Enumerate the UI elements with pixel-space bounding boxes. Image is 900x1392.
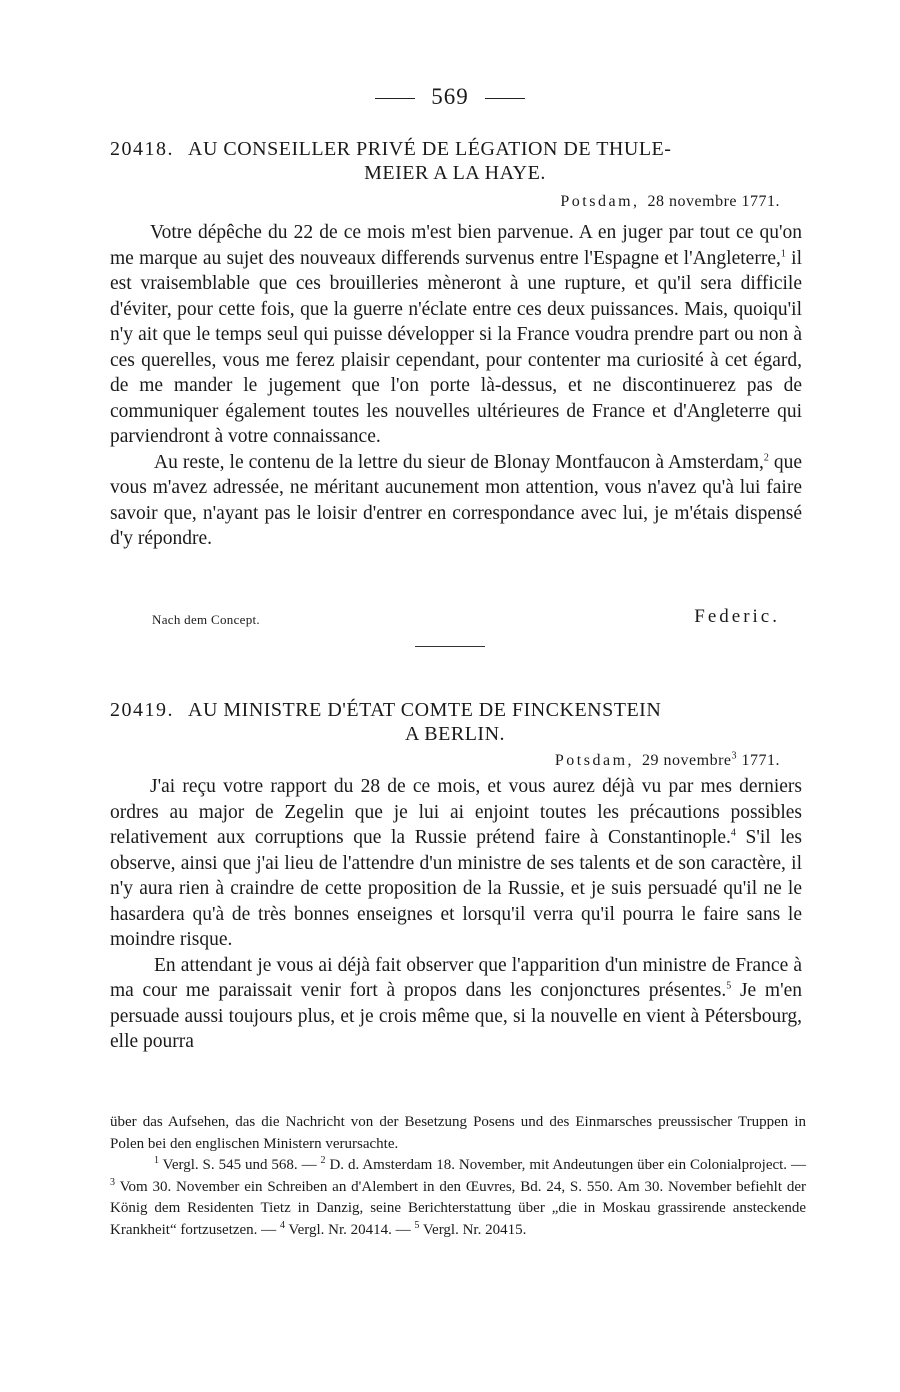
footnotes xyxy=(110,1112,806,1241)
letter-number: 20418. xyxy=(110,138,174,160)
paragraph-text: Je m'en persuade aussi toujours plus, et je crois même que, si la nouvelle en vient à Pétersbourg, elle pourra xyxy=(110,980,802,1052)
footnote-ref: 1 xyxy=(780,248,786,259)
letter-body-20419 xyxy=(110,774,802,1055)
footnote-list xyxy=(110,1155,806,1241)
letter-number: 20419. xyxy=(110,699,174,721)
paragraph-text: J'ai reçu votre rapport du 28 de ce mois, et vous aurez déjà vu par mes derniers ordres au major de Zegelin que je lui ai enjoint toutes les précautions possibles relativement aux corruptions que la Russie prétend faire à Constantinople. xyxy=(110,776,802,848)
heading-line-2: MEIER A LA HAYE. xyxy=(364,162,546,184)
paragraph-text: Au reste, le contenu de la lettre du sieur de Blonay Montfaucon à Amsterdam, xyxy=(154,451,764,473)
footnote-carryover: über das Aufsehen, das die Nachricht von der Besetzung Posens und des Einmarsches preussischer Truppen in Polen bei den englischen Ministern verursachte. xyxy=(110,1114,806,1152)
paragraph xyxy=(110,953,802,1055)
heading-title: AU MINISTRE D'ÉTAT COMTE DE FINCKENSTEIN xyxy=(188,699,662,721)
footnote-mark: 1 xyxy=(154,1155,159,1166)
paragraph xyxy=(110,774,802,953)
paragraph-text: il est vraisemblable que ces brouilleries mèneront à une rupture, et qu'il sera difficile d'éviter, pour cette fois, que la guerre n'éclate entre ces deux puissances. Mais, quoiqu'il n'y ait que le temps seul qui puisse développer si la France voudra prendre part ou non à ces querelles, vous me ferez plaisir cependant, pour contenter ma curiosité à cet égard, de me mander le jugement que l'on porte là-dessus, et ne discontinuerez pas de communiquer également toutes les nouvelles ultérieures de France et d'Angleterre qui parviendront à votre connaissance. xyxy=(110,247,802,447)
paragraph-text: que vous m'avez adressée, ne méritant aucunement mon attention, vous n'avez qu'à lui faire savoir que, n'ayant pas le loisir d'entrer en correspondance avec lui, je m'étais dispensé d'y répondre. xyxy=(110,451,803,549)
paragraph-text: Votre dépêche du 22 de ce mois m'est bien parvenue. A en juger par tout ce qu'on me marque au sujet des nouveaux differends survenus entre l'Espagne et l'Angleterre, xyxy=(110,222,802,269)
dateline-place: Potsdam, xyxy=(554,752,635,769)
footnote-ref: 2 xyxy=(763,452,769,463)
paragraph-text: En attendant je vous ai déjà fait observer que l'apparition d'un ministre de France à ma cour me paraissait venir fort à propos dans les conjonctures présentes. xyxy=(110,954,802,1001)
dateline-20418 xyxy=(560,193,780,211)
page-number-text: 569 xyxy=(431,84,469,109)
footnote-ref: 4 xyxy=(730,827,736,839)
paragraph xyxy=(110,220,802,450)
dateline-date: 29 novembre xyxy=(642,752,732,769)
footnote-mark: 2 xyxy=(320,1155,326,1166)
footnote-text: Vom 30. November ein Schreiben an d'Alembert in den Œuvres, Bd. 24, S. 550. Am 30. November befiehlt der König dem Residenten Tietz in Danzig, seine Berichterstattung über „die in Moskau grassirende ansteckende Krankheit“ fortzusetzen. — xyxy=(110,1178,806,1238)
footnote-text: Vergl. S. 545 und 568. — xyxy=(159,1157,321,1173)
footnote-mark: 5 xyxy=(414,1219,420,1231)
footnote-mark: 3 xyxy=(110,1176,115,1188)
section-divider xyxy=(415,646,485,647)
heading-title: AU CONSEILLER PRIVÉ DE LÉGATION DE THULE- xyxy=(188,138,672,160)
heading-line-2: A BERLIN. xyxy=(404,723,506,745)
page-number-dash-left xyxy=(375,98,415,99)
paragraph-text: S'il les observe, ainsi que j'ai lieu de l'attendre d'un ministre de ses talents et de son caractère, il n'y aura rien à craindre de cette proposition de la Russie, et je suis persuadé qu'il ne le hasardera qu'à de très bonnes enseignes et lorsqu'il verra qu'il pourra le faire sans le moindre risque. xyxy=(110,827,802,950)
footnote-text: Vergl. Nr. 20414. — xyxy=(284,1221,415,1238)
dateline-year: 1771. xyxy=(737,752,780,769)
dateline-date: 28 novembre 1771. xyxy=(647,193,780,210)
footnote-text: D. d. Amsterdam 18. November, mit Andeutungen über ein Colonialproject. — xyxy=(325,1157,806,1173)
paragraph xyxy=(110,450,802,552)
letter-body-20418 xyxy=(110,220,802,552)
signature: Federic. xyxy=(694,606,780,627)
dateline-place: Potsdam, xyxy=(560,193,640,210)
footnote-mark: 4 xyxy=(279,1219,285,1231)
page-number xyxy=(0,84,900,110)
footnote-ref: 5 xyxy=(726,980,732,992)
heading-line-1 xyxy=(110,698,800,722)
letter-heading-20418 xyxy=(110,137,800,185)
source-note: Nach dem Concept. xyxy=(152,612,260,627)
heading-line-1 xyxy=(110,137,800,161)
dateline-20419 xyxy=(555,752,780,770)
footnote-text: Vergl. Nr. 20415. xyxy=(419,1221,527,1238)
footnote-ref: 3 xyxy=(731,750,737,762)
page-number-dash-right xyxy=(485,98,525,99)
letter-heading-20419 xyxy=(110,698,800,746)
